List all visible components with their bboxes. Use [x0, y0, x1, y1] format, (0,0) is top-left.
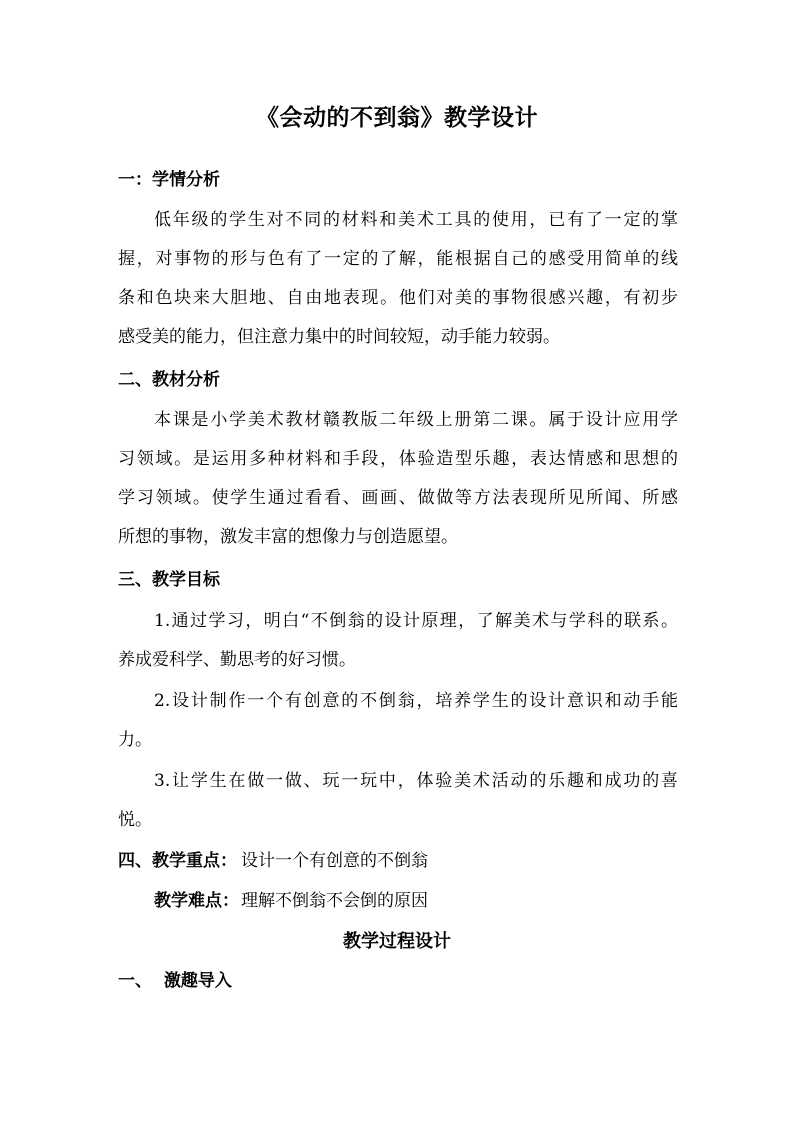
- difficulty-value: 理解不倒翁不会倒的原因: [241, 891, 428, 911]
- paragraph-line: 所想的事物，激发丰富的想像力与创造愿望。: [118, 527, 458, 547]
- paragraph-line: 握，对事物的形与色有了一定的了解，能根据自己的感受用简单的线: [118, 249, 678, 269]
- paragraph-line: 习领域。是运用多种材料和手段，体验造型乐趣，表达情感和思想的: [118, 449, 678, 469]
- paragraph-line: 学习领域。使学生通过看看、画画、做做等方法表现所见所闻、所感: [118, 488, 678, 508]
- key-points-value: 设计一个有创意的不倒翁: [241, 851, 428, 871]
- process-step-heading: 一、 激趣导入: [118, 971, 232, 991]
- section-heading-analysis-material: 二、教材分析: [118, 370, 220, 390]
- paragraph-line: 本课是小学美术教材赣教版二年级上册第二课。属于设计应用学: [154, 410, 678, 430]
- paragraph-line: 低年级的学生对不同的材料和美术工具的使用，已有了一定的掌: [154, 210, 678, 230]
- section-heading-analysis-students: 一：学情分析: [118, 170, 220, 190]
- section-heading-objectives: 三、教学目标: [118, 570, 220, 590]
- objective-line: 悦。: [118, 810, 152, 830]
- objective-line: 养成爱科学、勤思考的好习惯。: [118, 650, 356, 670]
- difficulty-label: 教学难点：: [154, 891, 239, 911]
- paragraph-line: 感受美的能力，但注意力集中的时间较短，动手能力较弱。: [118, 327, 560, 347]
- objective-line: 2.设计制作一个有创意的不倒翁，培养学生的设计意识和动手能: [154, 691, 678, 711]
- objective-line: 3.让学生在做一做、玩一玩中，体验美术活动的乐趣和成功的喜: [154, 771, 678, 791]
- objective-line: 力。: [118, 730, 152, 750]
- section-heading-key-points: 四、教学重点：: [118, 851, 237, 871]
- objective-line: 1.通过学习，明白“不倒翁的设计原理，了解美术与学科的联系。: [154, 611, 678, 631]
- paragraph-line: 条和色块来大胆地、自由地表现。他们对美的事物很感兴趣，有初步: [118, 288, 678, 308]
- process-title: 教学过程设计: [343, 931, 451, 952]
- document-title: 《会动的不到翁》教学设计: [256, 104, 538, 131]
